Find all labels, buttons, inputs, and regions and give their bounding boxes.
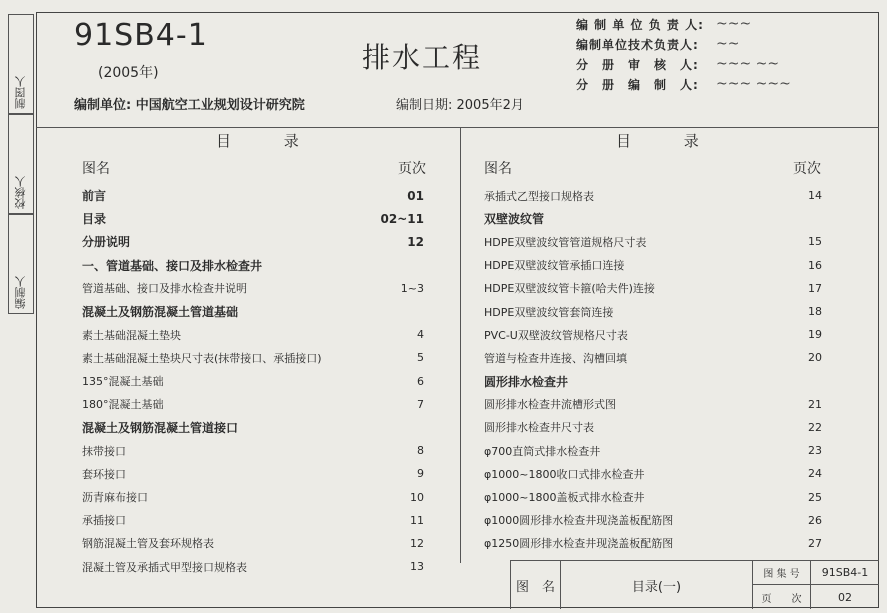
toc-heading-right: 目 录: [616, 132, 723, 150]
toc-entry-title: φ700直筒式排水检查井: [484, 444, 601, 458]
toc-entry-page: 01: [407, 188, 424, 203]
toc-list-right: [484, 184, 822, 555]
side-cell-drawer: [8, 14, 34, 114]
toc-entry-title: 管道基础、接口及排水检查井说明: [82, 282, 247, 296]
toc-entry-page: 13: [410, 560, 424, 574]
toc-entry-title: 抹带接口: [82, 444, 126, 458]
role-row: [576, 36, 876, 56]
toc-entry-page: 02~11: [380, 211, 424, 226]
toc-entry-title: 套环接口: [82, 467, 126, 481]
toc-entry-page: 12: [410, 536, 424, 550]
toc-row: [484, 370, 822, 393]
toc-entry-page: 25: [808, 490, 822, 504]
toc-row: [484, 485, 822, 508]
toc-entry-title: 承插式乙型接口规格表: [484, 189, 594, 203]
toc-entry-page: 21: [808, 397, 822, 411]
toc-row: [484, 300, 822, 323]
toc-entry-page: 18: [808, 305, 822, 319]
toc-entry-title: PVC-U双壁波纹管规格尺寸表: [484, 328, 628, 342]
toc-entry-page: 8: [417, 444, 424, 458]
side-label-checker: 校核人: [14, 176, 27, 209]
signature-strip: [8, 14, 36, 314]
side-cell-author: [8, 214, 34, 314]
toc-row: [484, 462, 822, 485]
toc-entry-title: HDPE双壁波纹管管道规格尺寸表: [484, 235, 647, 249]
page-title: 排水工程: [362, 41, 483, 74]
side-cell-checker: [8, 114, 34, 214]
toc-entry-title: φ1250圆形排水检查井现浇盖板配筋图: [484, 537, 674, 551]
toc-entry-title: φ1000~1800收口式排水检查井: [484, 467, 645, 481]
toc-list-left: [82, 184, 424, 578]
toc-entry-title: HDPE双壁波纹管承插口连接: [484, 259, 625, 273]
tb-page-no: 02: [810, 585, 879, 609]
responsibility-block: [576, 16, 876, 96]
tb-set-no: 91SB4-1: [810, 561, 879, 585]
toc-entry-page: 9: [417, 467, 424, 481]
toc-row: [484, 254, 822, 277]
toc-entry-title: 135°混凝土基础: [82, 375, 164, 389]
toc-entry-title: 分册说明: [82, 235, 131, 250]
toc-entry-title: 混凝土管及承插式甲型接口规格表: [82, 560, 247, 574]
role-label: 分 册 审 核 人:: [576, 58, 699, 72]
role-row: [576, 16, 876, 36]
role-label: 编 制 单 位 负 责 人:: [576, 18, 704, 32]
toc-row: [484, 439, 822, 462]
toc-entry-page: 15: [808, 235, 822, 249]
toc-entry-page: 11: [410, 513, 424, 527]
toc-row: [484, 346, 822, 369]
toc-row: [82, 254, 424, 277]
toc-entry-page: 24: [808, 467, 822, 481]
toc-row: [82, 555, 424, 578]
compile-date: 编制日期: 2005年2月: [396, 98, 524, 113]
toc-entry-title: 素土基础混凝土垫块: [82, 328, 181, 342]
toc-row: [484, 230, 822, 253]
toc-entry-title: 钢筋混凝土管及套环规格表: [82, 537, 214, 551]
role-row: [576, 56, 876, 76]
toc-row: [82, 277, 424, 300]
toc-entry-title: φ1000~1800盖板式排水检查井: [484, 491, 645, 505]
toc-row: [82, 462, 424, 485]
header-divider: [36, 127, 879, 128]
atlas-year: (2005年): [98, 65, 159, 81]
organization: 编制单位: 中国航空工业规划设计研究院: [74, 98, 305, 113]
toc-entry-title: 承插接口: [82, 514, 126, 528]
toc-row: [82, 485, 424, 508]
atlas-code: 91SB4-1: [74, 18, 208, 53]
toc-row: [82, 300, 424, 323]
signature-mark: ~~~ ~~: [716, 56, 780, 72]
tb-label-page: 页 次: [752, 585, 810, 609]
col-page-left: 页次: [398, 161, 426, 177]
toc-row: [82, 393, 424, 416]
col-page-right: 页次: [793, 161, 821, 177]
toc-entry-title: 圆形排水检查井流槽形式图: [484, 398, 616, 412]
toc-row: [484, 532, 822, 555]
toc-entry-page: 19: [808, 328, 822, 342]
toc-row: [82, 509, 424, 532]
toc-entry-title: 沥青麻布接口: [82, 491, 148, 505]
toc-row: [82, 532, 424, 555]
toc-row: [484, 416, 822, 439]
toc-row: [82, 184, 424, 207]
toc-entry-page: 17: [808, 281, 822, 295]
signature-mark: ~~~ ~~~: [716, 76, 791, 92]
toc-entry-page: 26: [808, 513, 822, 527]
toc-entry-page: 6: [417, 374, 424, 388]
toc-entry-title: 双壁波纹管: [484, 212, 545, 227]
side-label-author: 编制人: [14, 276, 27, 309]
title-block: [510, 560, 879, 609]
toc-entry-page: 5: [417, 351, 424, 365]
toc-entry-page: 20: [808, 351, 822, 365]
toc-row: [82, 416, 424, 439]
toc-row: [82, 439, 424, 462]
toc-entry-page: 23: [808, 444, 822, 458]
toc-entry-page: 27: [808, 536, 822, 550]
toc-entry-page: 4: [417, 328, 424, 342]
toc-entry-page: 7: [417, 397, 424, 411]
col-name-left: 图名: [82, 161, 110, 177]
toc-entry-title: 圆形排水检查井尺寸表: [484, 421, 594, 435]
signature-mark: ~~~: [716, 16, 752, 32]
signature-mark: ~~: [716, 36, 740, 52]
toc-entry-title: 混凝土及钢筋混凝土管道基础: [82, 305, 239, 320]
role-label: 分 册 编 制 人:: [576, 78, 699, 92]
toc-entry-page: 12: [407, 234, 424, 249]
toc-entry-page: 14: [808, 189, 822, 203]
toc-entry-page: 22: [808, 420, 822, 434]
toc-row: [484, 393, 822, 416]
role-row: [576, 76, 876, 96]
toc-entry-title: 管道与检查井连接、沟槽回填: [484, 351, 627, 365]
tb-drawing-name: 目录(一): [560, 561, 752, 609]
toc-entry-title: 目录: [82, 212, 107, 227]
toc-entry-title: HDPE双壁波纹管卡箍(哈夫件)连接: [484, 282, 655, 296]
toc-entry-title: 一、管道基础、接口及排水检查井: [82, 258, 263, 273]
toc-entry-title: HDPE双壁波纹管套筒连接: [484, 305, 614, 319]
toc-entry-page: 1~3: [400, 281, 424, 295]
col-name-right: 图名: [484, 161, 512, 177]
toc-row: [82, 346, 424, 369]
tb-label-set: 图 集 号: [752, 561, 810, 585]
toc-entry-page: 16: [808, 258, 822, 272]
role-label: 编制单位技术负责人:: [576, 38, 699, 52]
toc-entry-page: 10: [410, 490, 424, 504]
toc-entry-title: 180°混凝土基础: [82, 398, 164, 412]
toc-row: [82, 207, 424, 230]
toc-row: [82, 370, 424, 393]
toc-row: [484, 184, 822, 207]
toc-heading-left: 目 录: [216, 132, 323, 150]
toc-entry-title: 混凝土及钢筋混凝土管道接口: [82, 420, 239, 435]
toc-row: [484, 323, 822, 346]
toc-row: [82, 323, 424, 346]
column-divider: [460, 127, 461, 563]
toc-entry-title: 前言: [82, 189, 107, 204]
toc-entry-title: φ1000圆形排水检查井现浇盖板配筋图: [484, 514, 674, 528]
toc-row: [484, 207, 822, 230]
toc-row: [484, 509, 822, 532]
toc-row: [82, 230, 424, 253]
toc-entry-title: 圆形排水检查井: [484, 374, 569, 389]
toc-entry-title: 素土基础混凝土垫块尺寸表(抹带接口、承插接口): [82, 351, 322, 365]
toc-row: [484, 277, 822, 300]
side-label-drawer: 制图人: [14, 76, 27, 109]
tb-label-name: 图 名: [510, 561, 560, 609]
